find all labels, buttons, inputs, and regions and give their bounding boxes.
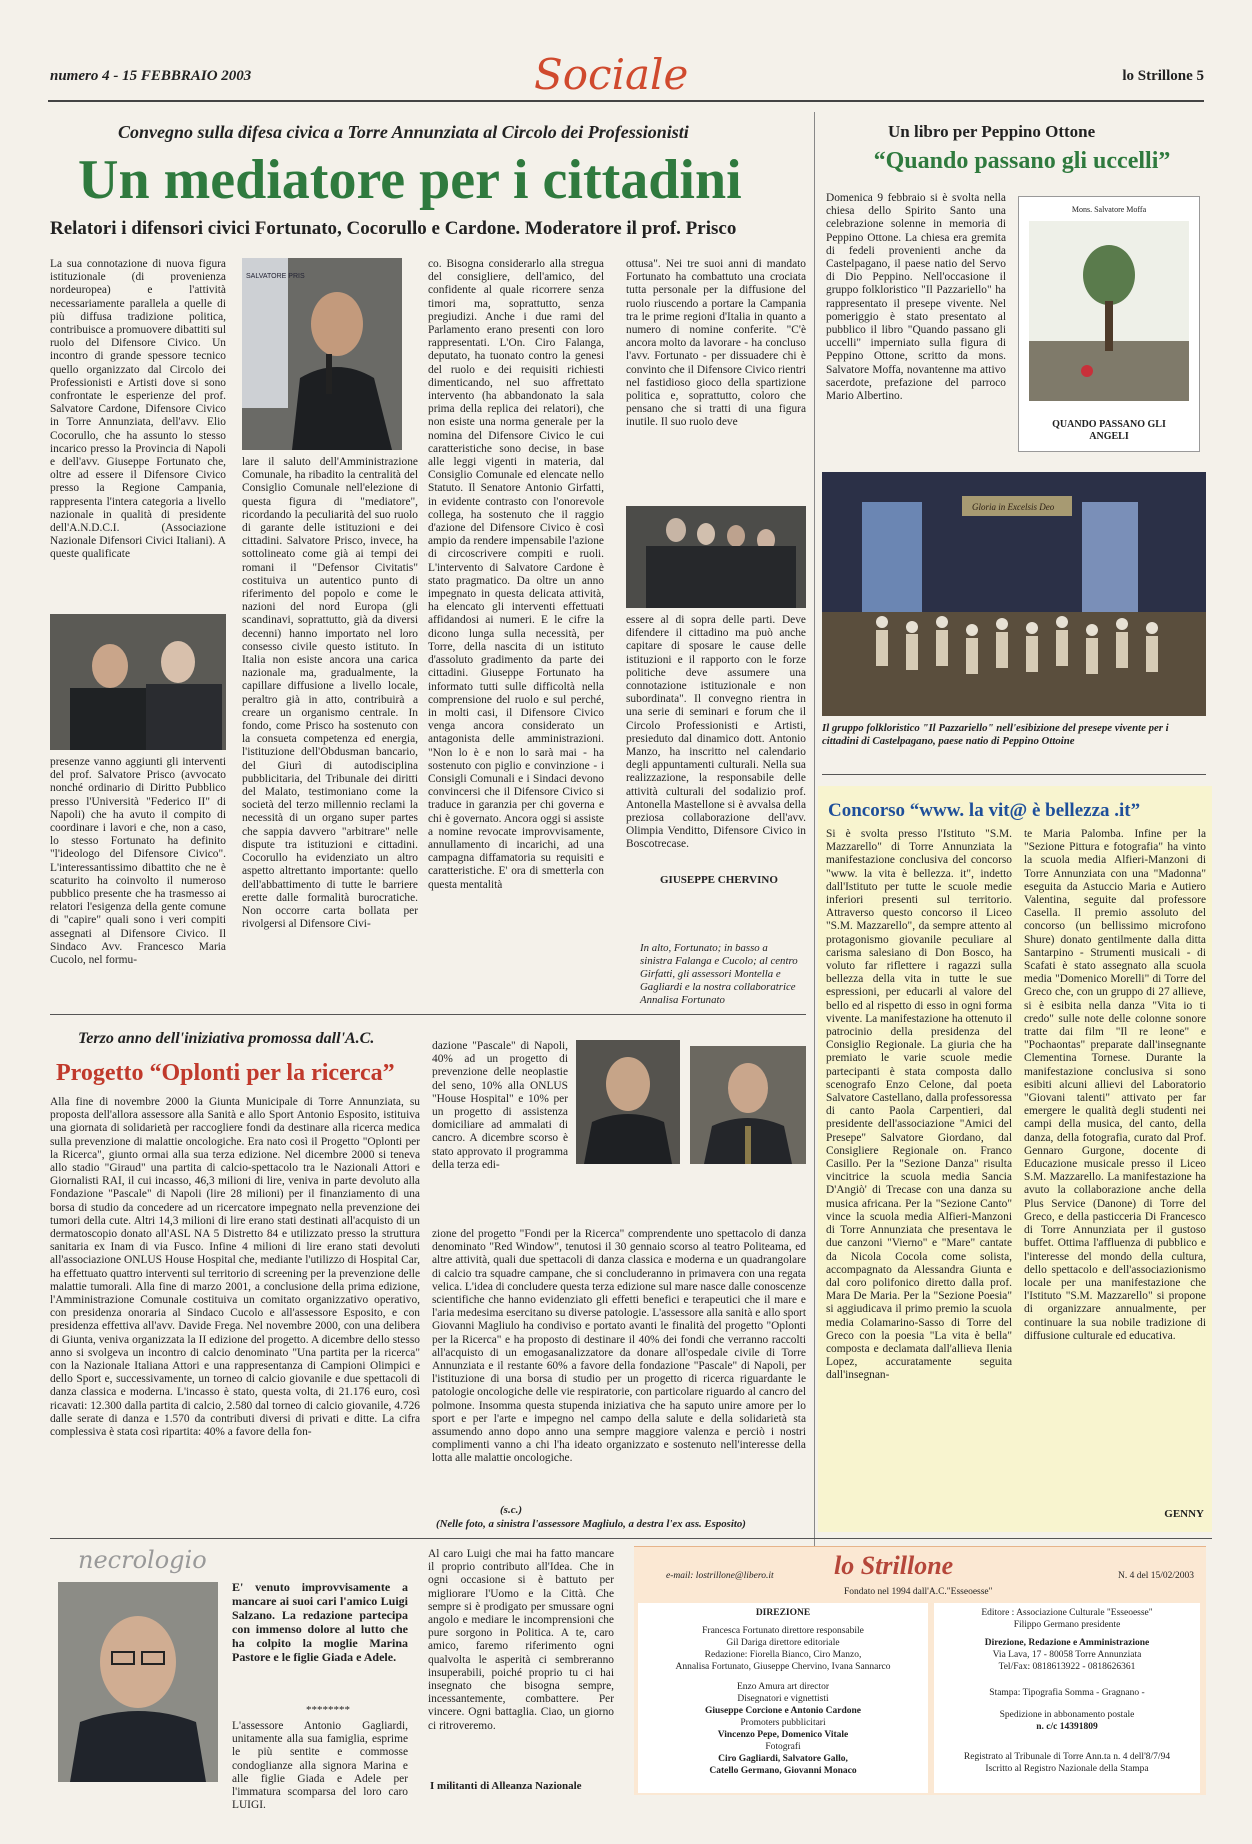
masthead-iscritto: Iscritto al Registro Nazionale della Stampa <box>985 1764 1149 1774</box>
concorso-box <box>818 786 1212 1532</box>
masthead-presidente: Filippo Germano presidente <box>1013 1620 1121 1630</box>
masthead-promotori-label: Promoters pubblicitari <box>740 1718 826 1728</box>
book-cover-art <box>1029 221 1189 401</box>
book-text: Domenica 9 febbraio si è svolta nella chiesa dello Spirito Santo una celebrazione solenne in memoria di Peppino Ottone. La chiesa era gremita di fedeli provenienti anche da Castelpagano, il paese natio del Servo di Dio Peppino. Nell'occasione il gruppo folkloristico "Il Pazzariello" ha rappresentato il presepe vivente. Nel pomeriggio è stato presentato al pubblico il libro "Quando passano gli uccelli" imperniato sulla figura di Peppino Ottone, scritto da mons. Salvatore Moffa, novantenne ma attivo sacerdote, prefazione del parroco Mario Albertino. <box>826 192 1006 403</box>
masthead-box <box>634 1546 1206 1795</box>
photo-esposito-image <box>690 1046 806 1164</box>
photo-presepe-image <box>822 472 1206 716</box>
photo-salzano-image <box>58 1582 218 1782</box>
photo-magliulo-image <box>576 1040 680 1164</box>
masthead-right <box>934 1603 1200 1793</box>
masthead-editoriale: Gil Dariga direttore editoriale <box>726 1638 840 1648</box>
svg-text:Gloria in Excelsis Deo: Gloria in Excelsis Deo <box>972 502 1055 512</box>
necrologio-col2: Al caro Luigi che mai ha fatto mancare il proprio contributo all'Idea. Che in ogni occasione si è battuto per migliorare l'Uomo e la Città. Che sempre si è prodigato per smussare ogni angolo e mediare le incomprensioni che pure sorgono in Politica. A te, caro amico, faremo riferimento ogni qualvolta le asperità ci sembreranno insuperabili, poiché proprio tu ci hai insegnato che bisogna sempre, incessantemente, combattere. Per vincere. Ogni battaglia. Ciao, un giorno ci ritroveremo. <box>428 1548 614 1732</box>
main-photo-caption: In alto, Fortunato; in basso a sinistra Falanga e Cucolo; al centro Girfatti, gli assessori Montella e Gagliardi e la nostra collaboratrice Annalisa Fortunato <box>640 942 798 1006</box>
header-right: lo Strillone 5 <box>1122 68 1204 84</box>
photo-girfatti-group <box>626 506 806 608</box>
photo-esposito <box>690 1046 806 1164</box>
book-title: “Quando passano gli uccelli” <box>873 148 1171 174</box>
necrologio-box <box>50 1544 618 1812</box>
necrologio-bold: E' venuto improvvisamente a mancare ai suoi cari l'amico Luigi Salzano. La redazione partecipa con immenso dolore al lutto che ha colpito la moglie Marina Pastore e le figlie Giada e Adele. <box>232 1580 408 1664</box>
oplonti-text-wide: Alla fine di novembre 2000 la Giunta Municipale di Torre Annunziata, su proposta dell'allora assessore alla Sanità e allo Sport Antonio Esposito, istituiva una giornata di solidarietà per raccogliere fondi da destinare alla ricerca medica sulla prevenzione di malattie oncologiche. Era nato così il Progetto "Oplonti per la Ricerca", giunto ormai alla sua terza edizione. Nel dicembre 2000 si teneva allo stadio "Giraud" una partita di calcio-spettacolo tra le Nazionali Attori e Giornalisti RAI, il cui incasso, 46,3 milioni di lire, veniva in parte devoluto alla Fondazione "Pascale" di Napoli (lire 28 milioni) per il finanziamento di una borsa di studio da concedere ad un ricercatore impegnato nella prevenzione dei tumori della cute. Altri 14,3 milioni di lire erano stati destinati all'acquisto di un dermatoscopio donato all'ASL NA 5 Distretto 84 e utilizzato presso la struttura sanitaria ex Inam di via Fusco. Infine 4 milioni di lire erano stati devoluti all'associazione ONLUS House Hospital che, mediante l'utilizzo di Hospital Car, ha effettuato quattro interventi sul territorio di screening per la prevenzione delle malattie tumorali. Alla fine di marzo 2001, a conclusione della prima edizione, l'Amministrazione Comunale costituiva un comitato organizzativo operativo, con presidenza onoraria al Sindaco Cucolo e all'assessore Esposito, e con presidenza effettiva all'avv. Davide Frega. Nel novembre 2000, con una delibera di Giunta, veniva organizzata la II edizione del progetto. A dicembre dello stesso anno si svolgeva un incontro di calcio denominato "Una partita per la ricerca" con la Nazionale Italiana Attori e una rappresentanza di Campioni Olimpici e dello Sport e, successivamente, un torneo di calcio giovanile e due spettacoli di danza classica e moderna. L'incasso è stato, questa volta, di 21.176 euro, così ricavati: 12.300 dalla partita di calcio, 2.580 dal torneo di calcio giovanile, 4.726 dalle serate di danza e 1.570 da contributi diversi di privati e ditte. La cifra complessiva è stata così ripartita: 40% a favore della fon- <box>50 1096 420 1439</box>
oplonti-text-narrow: dazione "Pascale" di Napoli, 40% ad un progetto di prevenzione delle neoplastie del seno, 10% alla ONLUS "House Hospital" e 10% per un progetto di assistenza domiciliare ad ammalati di cancro. A dicembre scorso è stato approvato il programma della terza edi- <box>432 1040 568 1171</box>
book-bottom-rule <box>822 774 1206 775</box>
presepe-caption: Il gruppo folkloristico "Il Pazzariello" nell'esibizione del presepe vivente per i cittadini di Castelpagano, paese natio di Peppino Ottoine <box>822 722 1169 747</box>
concorso-author: GENNY <box>1164 1508 1204 1520</box>
book-cover <box>1018 196 1200 452</box>
necrologio-stars: ******** <box>306 1704 350 1716</box>
main-col3: co. Bisogna considerarlo alla stregua del consigliere, dell'amico, del confidente al quale ricorrere senza timori ma, soprattutto, senza pregiudizi. Anche i due rami del Parlamento erano presenti con loro rappresentati. L'On. Ciro Falanga, deputato, ha tuonato contro la genesi del ruolo e dei requisiti richiesti dimenticando, nel suo affrettato intervento (ha abbandonato la sala prima della replica dei relatori), che non esiste una norma generale per la nomina del Difensore Civico le cui caratteristiche sono decise, in base alle leggi vigenti in materia, dal Consiglio Comunale ed elencate nello Statuto. Il Senatore Antonio Girfatti, in evidente contrasto con l'onorevole collega, ha sostenuto che il raggio d'azione del Difensore Civico è così ampio da rendere impensabile l'azione di circoscrivere compiti e ruoli. L'intervento di Salvatore Cardone è stato pragmatico. Da oltre un anno impegnato in questa delicata attività, ha elencato gli interventi effettuati affidandosi ai numeri. E le cifre la dicono lunga sulla necessità, per Torre, della nascita di un istituto d'assoluto gradimento da parte dei cittadini. Giuseppe Fortunato ha informato tutti sulle difficoltà nella comprensione del ruolo e sul perché, in molti casi, il Difensore Civico venga ancora considerato un antagonista delle amministrazioni. "Non lo è e non lo sarà mai - ha sostenuto con piglio e convinzione - i Consigli Comunali e i Sindaci devono convincersi che il Difensore Civico si traduce in garanzia per chi governa e chi è governato. Ancora oggi si assiste a nomine revocate improvvisamente, annullamento di incarichi, ad una campagna diffamatoria su requisiti e caratteristiche. E' ora di smetterla con questa mentalità <box>428 258 604 891</box>
header-left: numero 4 - 15 FEBBRAIO 2003 <box>50 68 252 84</box>
book-kicker: Un libro per Peppino Ottone <box>888 122 1096 141</box>
masthead-fotografi2: Catello Germano, Giovanni Monaco <box>709 1766 857 1776</box>
main-kicker: Convegno sulla difesa civica a Torre Annunziata al Circolo dei Professionisti <box>118 122 689 142</box>
main-bottom-rule <box>50 1014 806 1015</box>
photo-falanga-cucolo <box>50 614 226 750</box>
photo-falanga-cucolo-image <box>50 614 226 750</box>
masthead-name: lo Strillone <box>834 1551 954 1580</box>
masthead-sede: Direzione, Redazione e Amministrazione <box>984 1638 1150 1648</box>
masthead-number: N. 4 del 15/02/2003 <box>1118 1571 1194 1581</box>
concorso-col2: te Maria Palomba. Infine per la "Sezione Pittura e fotografia" ha vinto la scuola media Alfieri-Manzoni di Torre Annunziata con una "Madonna" eseguita da Astuccio Maria e Autiero Valentina, seguite dal professore Casella. Il premio assoluto del concorso (un bellissimo microfono Shure) donato gentilmente dalla ditta Santarpino - Strumenti musicali - di Scafati è stato assegnato alla scuola media "Domenico Morelli" di Torre del Greco che, con un gruppo di 27 allieve, si è esibita nella danza "Vita io ti credo" sulle note delle colonne sonore tratte dai film "Il re leone" e "Pochaontas" preparate dall'insegnante Clementina Tornese. Durante la manifestazione conclusiva si sono esibiti alcuni allievi del Laboratorio "Giovani talenti" attivato per far emergere le qualità degli studenti nei campi della musica, del canto, della danza, della fotografia, curato dal Prof. Gennaro Gurgone, docente di Educazione musicale presso il Liceo S.M. Mazzarello. La manifestazione ha avuto la collaborazione anche della Plus Service (Danone) di Torre del Greco, e della pasticceria Di Francesco di Torre Annunziata per il gustoso buffet. Ottima l'affluenza di pubblico e l'interesse del mondo della cultura, dello spettacolo e dell'associazionismo locale per una manifestazione che l'Istituto "S.M. Mazzarello" si propone di organizzare annualmente, per continuare la sua nobile tradizione di diffusione culturale ed educativa. <box>1024 828 1206 1342</box>
masthead-cc: n. c/c 14391809 <box>1036 1722 1098 1732</box>
main-author: GIUSEPPE CHERVINO <box>660 874 778 886</box>
masthead-disegnatori: Giuseppe Corcione e Antonio Cardone <box>704 1706 862 1716</box>
masthead-founded: Fondato nel 1994 dall'A.C."Esseoesse" <box>844 1587 993 1597</box>
oplonti-kicker: Terzo anno dell'iniziativa promossa dall'A.C. <box>78 1030 375 1047</box>
oplonti-text-right: zione del progetto "Fondi per la Ricerca" comprendente uno spettacolo di danza denominato "Red Window", tenutosi il 30 gennaio scorso al teatro Politeama, ed altre attività, quali due spettacoli di danza classica e moderna e un quadrangolare di calcio tra squadre campane, che si concluderanno in primavera con una regata velica. L'idea di concludere questa terza edizione sul mare nasce dalle conoscenze scientifiche che hanno evidenziato gli effetti benefici e terapeutici che il mare e l'aria medesima esercitano su diverse patologie. L'assessore alla sanità e allo sport Giovanni Magliulo ha condiviso e portato avanti le finalità del progetto "Oplonti per la Ricerca" e ha proposto di destinare il 40% dei fondi che verranno raccolti all'acquisto di un emogasanalizzatore da donare all'ospedale civile di Torre Annunziata e il restante 60% a favore della fondazione "Pascale" di Napoli, per l'istituzione di una borsa di studio per un progetto di ricerca riguardante le patologie oncologiche delle vie respiratorie, con particolare riguardo al cancro del polmone. Insomma questa stupenda iniziativa che ha saputo unire amore per lo sport e per l'arte e impegno nel campo della salute e della solidarietà sta assumendo anno dopo anno una sempre maggiore valenza e perciò i nostri complimenti vanno a chi l'ha ideato organizzato e sostenuto nell'interesse della lotta alle malattie oncologiche. <box>432 1228 806 1465</box>
oplonti-bottom-rule <box>50 1538 1212 1539</box>
oplonti-signature: (s.c.) <box>500 1504 522 1516</box>
svg-text:SALVATORE PRIS: SALVATORE PRIS <box>246 273 305 280</box>
masthead-spedizione: Spedizione in abbonamento postale <box>999 1710 1135 1720</box>
oplonti-title: Progetto “Oplonti per la ricerca” <box>56 1060 395 1086</box>
masthead-tel: Tel/Fax: 0818613922 - 0818626361 <box>998 1662 1136 1672</box>
photo-fortunato <box>242 258 402 450</box>
section-title: Sociale <box>534 50 689 99</box>
photo-magliulo <box>576 1040 680 1164</box>
photo-salzano <box>58 1582 218 1782</box>
main-subtitle: Relatori i difensori civici Fortunato, Cocorullo e Cardone. Moderatore il prof. Prisco <box>50 218 737 239</box>
column-separator <box>814 112 815 1767</box>
masthead-disegnatori-label: Disegnatori e vignettisti <box>737 1694 829 1704</box>
main-col4-bottom: essere al di sopra delle parti. Deve difendere il cittadino ma può anche capitare di sposare le cause delle istituzioni e il rapporto con le forze politiche deve assumere una connotazione istituzionale e non subordinata". Il convegno rientra in una serie di seminari e forum che il Circolo Professionisti e Artisti, presieduto dal dinamico dott. Antonio Manzo, ha inscritto nel calendario degli appuntamenti culturali. Nella sua realizzazione, la responsabile delle attività culturali del sodalizio prof. Antonella Mastellone si è avvalsa della preziosa collaborazione dell'avv. Olimpia Venditto, Difensore Civico in Boscotrecase. <box>626 614 806 851</box>
photo-girfatti-group-image <box>626 506 806 608</box>
masthead-direttore: Francesca Fortunato direttore responsabile <box>702 1626 864 1636</box>
book-cover-title: QUANDO PASSANO GLI ANGELI <box>1052 419 1166 442</box>
masthead-stampa: Stampa: Tipografia Somma - Gragnano - <box>989 1688 1145 1698</box>
necrologio-label: necrologio <box>78 1546 207 1574</box>
header-rule <box>48 100 1204 102</box>
concorso-col1: Si è svolta presso l'Istituto "S.M. Mazzarello" di Torre Annunziata la manifestazione conclusiva del concorso "www. la vita è bellezza. it", indetto dall'Istituto per tutte le scuole medie inferiori presenti sul territorio. Attraverso questo concorso il Liceo "S.M. Mazzarello", da sempre attento al protagonismo giovanile peculiare al carisma salesiano di Don Bosco, ha voluto far riflettere i ragazzi sulla bellezza della vita in tutte le sue espressioni, per educarli al valore del bello ed al rispetto di esso in ogni forma vivente. La manifestazione ha ottenuto il patrocinio della presidenza del Consiglio Regionale. La giuria che ha premiato le varie scuole medie partecipanti è stata composta dallo scenografo Enzo Celone, dal poeta Salvatore Castellano, dalla professoressa di canto Paola Carpentieri, dal presidente dell'associazione "Amici del Presepe" Salvatore Giordano, dal Consigliere Regionale on. Franco Casillo. Per la "Sezione Danza" risulta vincitrice la scuola media Sancia D'Angiò' di Trecase con una danza su musica africana. Per la "Sezione Canto" vince la scuola media Alfieri-Manzoni di Torre Annunziata che presentava le due canzoni "Vierno" e "Mare" cantate da Nicola Cocola come solista, accompagnato da Alessandra Giunta e dal coro polifonico diretto dalla prof. Mara De Maria. Per la "Sezione Poesia" si aggiudicava il primo premio la scuola media Colamarino-Sasso di Torre del Greco con la poesia "La vita è bella" composta e declamata dall'allieva Ilenia Lopez, accuratamente seguita dall'insegnan- <box>826 828 1012 1382</box>
masthead-registrato: Registrato al Tribunale di Torre Ann.ta n. 4 dell'8/7/94 <box>963 1752 1171 1762</box>
masthead-promotori: Vincenzo Pepe, Domenico Vitale <box>717 1730 849 1740</box>
page-header <box>0 0 1252 118</box>
book-cover-author: Mons. Salvatore Moffa <box>1071 205 1147 214</box>
main-col1-bottom: presenze vanno aggiunti gli interventi del prof. Salvatore Prisco (avvocato nonché ordinario di Diritto Pubblico presso l'Università "Federico II" di Napoli) che ha avuto il compito di coordinare i lavori e che, non a caso, lo stesso Fortunato ha definito "l'ideologo del Difensore Civico". L'interessantissimo dibattito che ne è scaturito ha coinvolto il numeroso pubblico presente che ha trasmesso ai relatori l'esigenza della gente comune di "capire" quali sono i veri compiti assegnati al Difensore Civico. Il Sindaco Avv. Francesco Maria Cucolo, nel formu- <box>50 756 226 967</box>
masthead-email: e-mail: lostrillone@libero.it <box>666 1571 774 1581</box>
necrologio-signature: I militanti di Alleanza Nazionale <box>430 1780 582 1792</box>
main-col4-top: ottusa". Nei tre suoi anni di mandato Fortunato ha combattuto una crociata tutta personale per la diffusione del ruolo riuscendo a portare la Campania tra le prime regioni d'Italia in quanto a numero di nomine conferite. "C'è ancora molto da lavorare - ha concluso l'avv. Fortunato - per dissuadere chi è convinto che il Difensore Civico rientri nel fastidioso gioco della spartizione politica e, soprattutto, coloro che pensano che si tratti di una figura inutile. Il suo ruolo deve <box>626 258 806 429</box>
necrologio-text: L'assessore Antonio Gagliardi, unitamente alla sua famiglia, esprime le più sentite e commosse condoglianze alla signora Marina e alle figlie Giada e Adele per l'immatura scomparsa del loro caro LUIGI. <box>232 1720 408 1812</box>
main-col1-top: La sua connotazione di nuova figura istituzionale (di provenienza nordeuropea) e l'attività necessariamente parallela a quelle di più diffusa tradizione politica, contribuisce a promuovere dibattiti sul ruolo del Difensore Civico. Un incontro di grande spessore tecnico quello organizzato dal Circolo dei Professionisti e Artisti dove si sono confrontate le esperienze del prof. Salvatore Cardone, Difensore Civico in Torre Annunziata, dell'avv. Elio Cocorullo, che ha assunto lo stesso incarico presso la Provincia di Napoli e dell'avv. Giuseppe Fortunato che, oltre ad essere il Difensore Civico presso la Regione Campania, rappresenta l'intera categoria a livello nazionale in qualità di presidente dell'A.N.D.C.I. (Associazione Nazionale Difensori Civici Italiani). A queste qualificate <box>50 258 226 561</box>
masthead-editore: Editore : Associazione Culturale "Esseoesse" <box>981 1608 1153 1618</box>
masthead-redazione2: Annalisa Fortunato, Giuseppe Chervino, Ivana Sannarco <box>675 1662 891 1672</box>
masthead-left <box>638 1603 928 1793</box>
masthead-direzione: DIREZIONE <box>755 1608 811 1618</box>
photo-fortunato-image <box>242 258 402 450</box>
masthead-fotografi-label: Fotografi <box>765 1742 801 1752</box>
oplonti-caption: (Nelle foto, a sinistra l'assessore Magliulo, a destra l'ex ass. Esposito) <box>436 1518 746 1530</box>
masthead-redazione: Redazione: Fiorella Bianco, Ciro Manzo, <box>704 1650 862 1660</box>
concorso-title: Concorso “www. la vit@ è bellezza .it” <box>828 800 1141 821</box>
photo-presepe <box>822 472 1206 716</box>
main-title: Un mediatore per i cittadini <box>78 149 742 211</box>
masthead-indirizzo: Via Lava, 17 - 80058 Torre Annunziata <box>992 1650 1142 1660</box>
masthead-fotografi: Ciro Gagliardi, Salvatore Gallo, <box>718 1754 848 1764</box>
main-col2: lare il saluto dell'Amministrazione Comunale, ha ribadito la centralità del Consiglio Comunale nell'elezione di questa figura di "mediatore", ricordando la peculiarità del suo ruolo di garante delle istituzioni e dei cittadini. Salvatore Prisco, invece, ha sottolineato come già ai tempi dei romani il "Defensor Civitatis" costituiva un autentico punto di riferimento del popolo e come le nazioni del nord Europa (gli scandinavi, soprattutto, già da diversi decenni) hanno importato nel loro consesso civile questo istituto. In Italia non esiste ancora una carica nazionale ma, gradualmente, la capillare diffusione a livello locale, peraltro già in atto, contribuirà a creare un organismo centrale. In fondo, come Prisco ha sostenuto con la consueta competenza ed energia, l'istituzione dell'Obdusman bancario, del Giurì di autodisciplina pubblicitaria, del Tribunale dei diritti del Malato, testimoniano come la società del terzo millennio reclami la necessità di un organo super partes che sappia davvero "arbitrare" nelle dispute tra istituzioni e cittadini. Cocorullo ha evidenziato un altro aspetto altrettanto importante: quello dell'abbattimento di tutte le barriere erette dalle formalità burocratiche. Non occorre carta bollata per rivolgersi al Difensore Civi- <box>242 456 418 931</box>
masthead-art: Enzo Amura art director <box>736 1682 830 1692</box>
